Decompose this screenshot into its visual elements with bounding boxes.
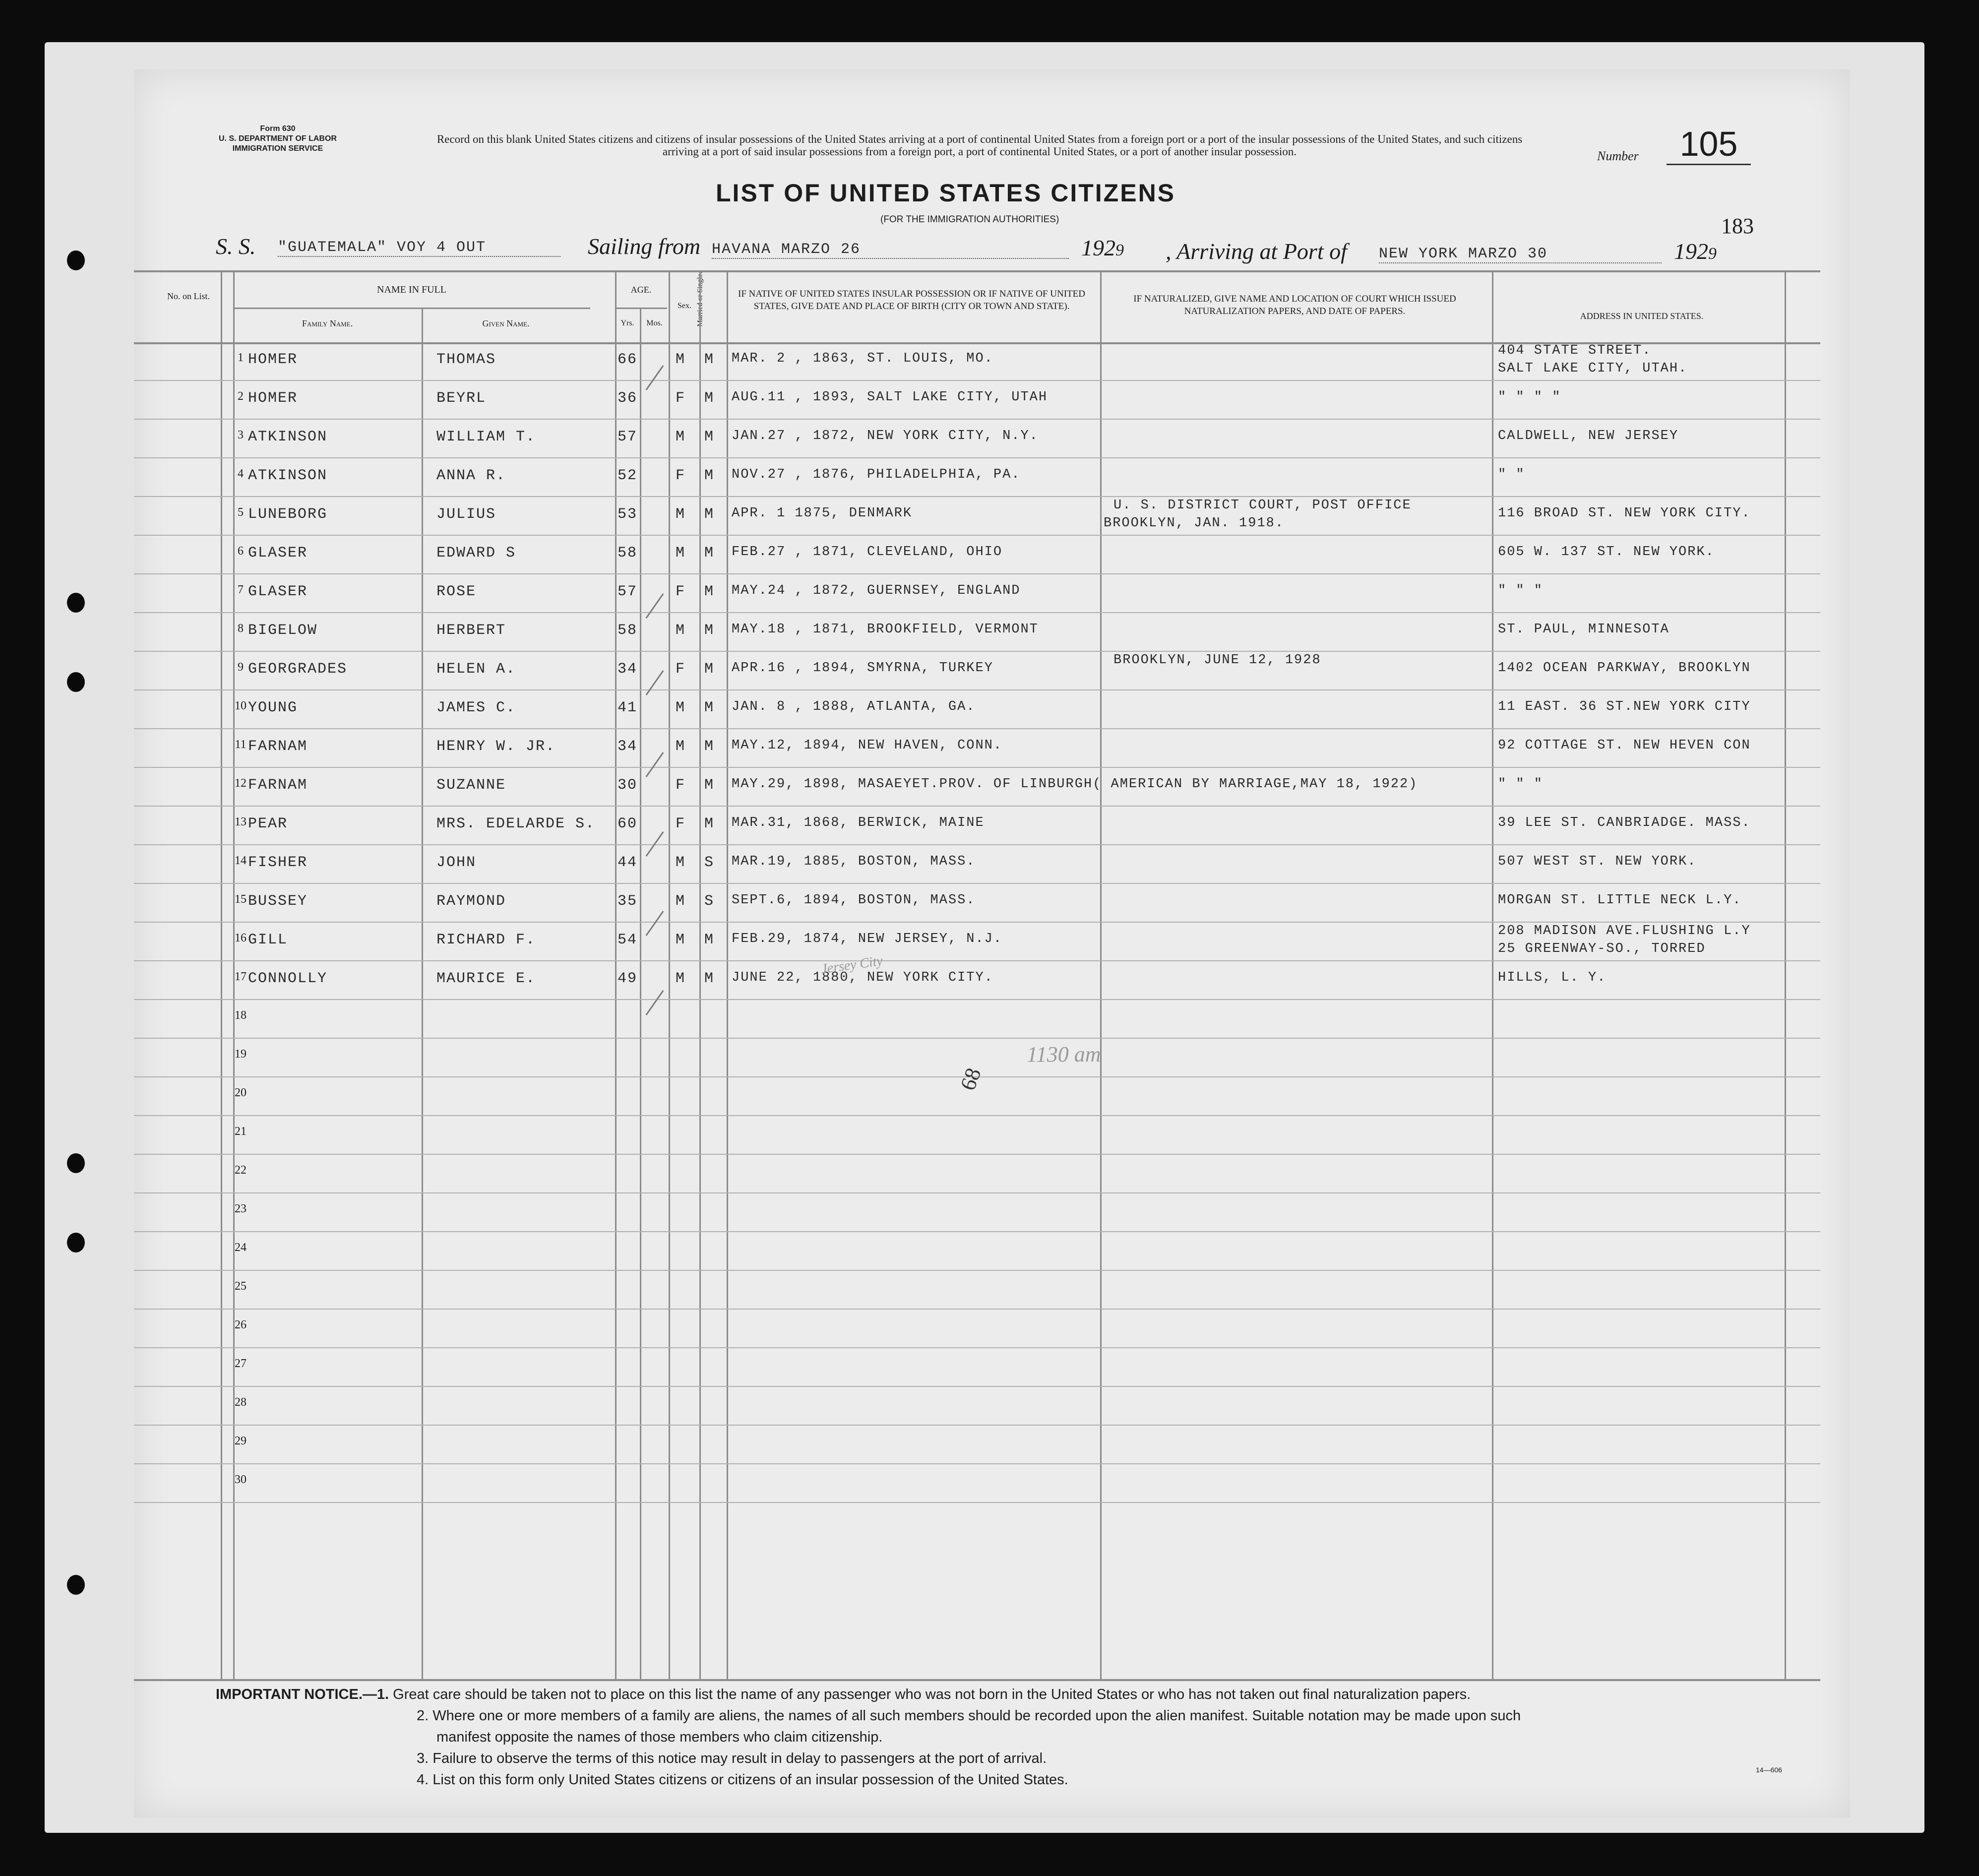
row-number: 6 [238,545,244,558]
given-name: JULIUS [436,506,496,523]
given-name: BEYRL [436,390,487,407]
table-row [134,729,1751,768]
row-number: 7 [238,583,244,596]
marital-status: M [704,622,715,639]
family-name: GEORGRADES [248,661,348,678]
table-row [134,420,1721,458]
ss-label: S. S. [216,234,256,259]
row-number: 27 [235,1357,247,1370]
table-row [134,1155,1721,1193]
address: MORGAN ST. LITTLE NECK L.Y. [1498,893,1742,908]
table-row [134,381,1721,420]
marital-status: M [704,738,715,755]
age-years: 54 [618,932,638,948]
row-number: 30 [235,1473,247,1486]
col-yrs: Yrs. [620,319,634,327]
marital-status: S [704,854,715,871]
address: " " [1498,467,1525,482]
important-notice [216,1684,1803,1791]
col-address: ADDRESS IN UNITED STATES. [1580,311,1704,321]
marital-status: M [704,777,715,794]
sex: M [676,429,686,445]
given-name: HERBERT [436,622,506,639]
row-number: 26 [235,1318,247,1331]
table-row [134,961,1721,1000]
table-bottom-rule [134,1679,1820,1681]
sex: M [676,738,686,755]
family-name: ATKINSON [248,429,328,445]
family-name: HOMER [248,390,298,407]
table-row [134,1039,1721,1077]
number-label: Number [1597,149,1639,163]
table-row [134,1271,1721,1310]
col-name-in-full: NAME IN FULL [377,284,446,295]
table-row [134,768,1721,807]
table-row [134,1348,1721,1387]
year-prefix: 192 [1081,235,1115,260]
table-row [134,807,1751,845]
given-name: EDWARD S [436,545,516,562]
handwritten-jersey-city: Jersey City [820,953,884,977]
birth-date-place: MAR.31, 1868, BERWICK, MAINE [732,815,985,830]
table-row [134,1387,1721,1426]
table-row [134,1116,1721,1155]
address: 39 LEE ST. CANBRIADGE. MASS. [1498,815,1751,830]
year-label [1081,235,1124,261]
naturalization: U. S. DISTRICT COURT, POST OFFICE [1113,498,1412,513]
row-number: 17 [235,970,247,983]
birth-date-place: MAY.12, 1894, NEW HAVEN, CONN. [732,738,1003,753]
row-number: 20 [235,1086,247,1099]
year-suffix: 9 [1115,241,1124,259]
birth-date-place: APR. 1 1875, DENMARK [732,506,913,521]
form-number: Form 630 [260,125,296,133]
birth-date-place: SEPT.6, 1894, BOSTON, MASS. [732,893,976,908]
row-number: 12 [235,777,247,790]
table-row [134,884,1742,923]
row-number: 19 [235,1048,247,1061]
table-top-rule [134,270,1820,272]
address-line-2: SALT LAKE CITY, UTAH. [1498,361,1688,376]
birth-date-place: JAN. 8 , 1888, ATLANTA, GA. [732,699,976,714]
stamp-number: 68 [955,1064,986,1094]
notice-item-2a: 2. Where one or more members of a family are aliens, the names of all such members should be recorded upon the alien manifest. Suitable notation may be made upon such [417,1708,1521,1724]
sex: M [676,932,686,948]
col-mos: Mos. [646,319,663,327]
address-line-2: 25 GREENWAY-SO., TORRED [1498,941,1706,956]
row-number: 23 [235,1202,247,1215]
col-no: No. on List. [167,291,210,301]
address: 605 W. 137 ST. NEW YORK. [1498,545,1715,560]
row-number: 15 [235,893,247,906]
punch-hole [67,593,85,613]
sex: M [676,854,686,871]
given-name: SUZANNE [436,777,506,794]
given-name: HENRY W. JR. [436,738,556,755]
address: " " " [1498,777,1544,792]
row-number: 3 [238,429,244,441]
punch-hole [67,1233,85,1252]
birth-date-place: AUG.11 , 1893, SALT LAKE CITY, UTAH [732,390,1048,405]
table-row [134,1232,1721,1271]
marital-status: M [704,351,715,368]
row-number: 28 [235,1396,247,1409]
sex: M [676,970,686,987]
table-row [134,1426,1721,1464]
table-row [134,845,1721,884]
departure-port: HAVANA MARZO 26 [712,241,1069,259]
row-number: 2 [238,390,244,403]
sex: F [676,661,686,678]
ship-name: "GUATEMALA" VOY 4 OUT [278,239,560,257]
row-number: 21 [235,1125,247,1138]
page-subtitle: (FOR THE IMMIGRATION AUTHORITIES) [880,214,1059,225]
naturalization: BROOKLYN, JUNE 12, 1928 [1113,653,1321,668]
marital-status: M [704,429,715,445]
table-row [134,613,1721,652]
family-name: HOMER [248,351,298,368]
page-number: 183 [1721,214,1754,238]
birth-date-place: NOV.27 , 1876, PHILADELPHIA, PA. [732,467,1021,482]
family-name: FISHER [248,854,308,871]
age-years: 49 [618,970,638,987]
address: 11 EAST. 36 ST.NEW YORK CITY [1498,699,1751,714]
age-years: 66 [618,351,638,368]
address: 404 STATE STREET. [1498,343,1652,358]
sex: M [676,545,686,562]
col-birth: IF NATIVE OF UNITED STATES INSULAR POSSESSION OR IF NATIVE OF UNITED STATES, GIVE DATE AND PLACE OF BIRTH (CITY OR TOWN AND STATE). [738,289,1085,312]
list-number: 105 [1667,124,1751,165]
col-naturalized: IF NATURALIZED, GIVE NAME AND LOCATION OF COURT WHICH ISSUED NATURALIZATION PAPERS, AND DATE OF PAPERS. [1133,294,1456,316]
age-years: 34 [618,738,638,755]
table-row [134,690,1751,729]
address: CALDWELL, NEW JERSEY [1498,429,1679,443]
age-years: 41 [618,699,638,716]
table-row [134,1193,1721,1232]
department: U. S. DEPARTMENT OF LABOR [219,134,337,143]
family-name: ATKINSON [248,467,328,484]
birth-date-place: JUNE 22, 1880, NEW YORK CITY. [732,970,993,985]
given-name: HELEN A. [436,661,516,678]
col-family: Family Name. [302,318,353,328]
page-title: LIST OF UNITED STATES CITIZENS [716,179,1176,207]
notice-item-1: Great care should be taken not to place on this list the name of any passenger who was not born in the United States or who has not taken out final naturalization papers. [393,1687,1471,1702]
row-number: 8 [238,622,244,635]
age-years: 36 [618,390,638,407]
birth-date-place: JAN.27 , 1872, NEW YORK CITY, N.Y. [732,429,1039,443]
row-number: 14 [235,854,247,867]
family-name: YOUNG [248,699,298,716]
marital-status: M [704,970,715,987]
age-years: 57 [618,429,638,445]
notice-item-2b: manifest opposite the names of those members who claim citizenship. [436,1729,883,1745]
manifest-page [134,69,1850,1818]
table-row [134,1310,1721,1348]
row-rule [134,1502,1820,1503]
birth-date-place: FEB.27 , 1871, CLEVELAND, OHIO [732,545,1003,560]
year-prefix: 192 [1674,239,1708,264]
given-name: JOHN [436,854,477,871]
table-row [134,652,1751,690]
age-years: 35 [618,893,638,910]
arriving-label: , Arriving at Port of [1166,239,1347,264]
address: 507 WEST ST. NEW YORK. [1498,854,1697,869]
birth-date-place: MAY.29, 1898, MASAEYET.PROV. OF LINBURGH( AMERICAN BY MARRIAGE,MAY 18, 1922) [732,777,1418,792]
row-number: 22 [235,1164,247,1177]
given-name: MRS. EDELARDE S. [436,815,596,832]
address: 208 MADISON AVE.FLUSHING L.Y [1498,924,1751,938]
notice-item-3: 3. Failure to observe the terms of this notice may result in delay to passengers at the port of arrival. [417,1751,1047,1766]
given-name: THOMAS [436,351,496,368]
given-name: MAURICE E. [436,970,536,987]
family-name: GLASER [248,583,308,600]
given-name: ANNA R. [436,467,506,484]
row-number: 29 [235,1435,247,1447]
row-number: 10 [235,699,247,712]
name-subhead-rule [233,308,590,309]
age-years: 58 [618,545,638,562]
family-name: FARNAM [248,777,308,794]
age-years: 52 [618,467,638,484]
age-years: 57 [618,583,638,600]
printer-code: 14—606 [1756,1766,1782,1774]
row-number: 18 [235,1009,247,1022]
sex: F [676,777,686,794]
table-row [134,497,1751,536]
notice-item-4: 4. List on this form only United States citizens or citizens of an insular possession of the United States. [417,1772,1068,1788]
address: " " " " [1498,390,1561,405]
record-instructions: Record on this blank United States citizens and citizens of insular possessions of the United States arriving at a port of continental United States from a foreign port or a port of the insular possessions of the United States, and such citizens arriving at a port of said insular possessions from a foreign port, a port of continental United States, or a port of another insular possession. [436,133,1523,158]
table-row [134,574,1721,613]
table-row [134,536,1721,574]
family-name: GILL [248,932,288,948]
sex: F [676,390,686,407]
marital-status: M [704,467,715,484]
marital-status: M [704,506,715,523]
age-years: 30 [618,777,638,794]
age-years: 53 [618,506,638,523]
table-row [134,1000,1721,1039]
marital-status: M [704,661,715,678]
sex: M [676,351,686,368]
family-name: PEAR [248,815,288,832]
row-number: 16 [235,932,247,944]
family-name: BIGELOW [248,622,318,639]
given-name: RICHARD F. [436,932,536,948]
family-name: FARNAM [248,738,308,755]
notice-heading: IMPORTANT NOTICE.—1. [216,1687,389,1702]
year-suffix: 9 [1708,245,1717,263]
row-number: 11 [235,738,247,751]
service: IMMIGRATION SERVICE [232,144,323,153]
punch-hole [67,1153,85,1173]
col-married-single: Married or Single. [696,272,704,327]
family-name: CONNOLLY [248,970,328,987]
passenger-table [134,342,1820,1682]
address: " " " [1498,583,1544,598]
age-years: 44 [618,854,638,871]
age-years: 58 [618,622,638,639]
sex: F [676,467,686,484]
marital-status: M [704,390,715,407]
address: 92 COTTAGE ST. NEW HEVEN CON [1498,738,1751,753]
given-name: WILLIAM T. [436,429,536,445]
birth-date-place: APR.16 , 1894, SMYRNA, TURKEY [732,661,993,676]
family-name: GLASER [248,545,308,562]
marital-status: M [704,932,715,948]
birth-date-place: MAY.24 , 1872, GUERNSEY, ENGLAND [732,583,1021,598]
marital-status: M [704,699,715,716]
table-row [134,342,1721,381]
table-row [134,1077,1721,1116]
sex: F [676,583,686,600]
given-name: JAMES C. [436,699,516,716]
sex: M [676,699,686,716]
row-number: 25 [235,1280,247,1293]
row-number: 24 [235,1241,247,1254]
col-age: AGE. [630,285,652,295]
address: 1402 OCEAN PARKWAY, BROOKLYN [1498,661,1751,676]
row-number: 13 [235,815,247,828]
marital-status: M [704,583,715,600]
punch-hole [67,250,85,270]
marital-status: M [704,815,715,832]
table-row [134,923,1751,961]
birth-date-place: MAY.18 , 1871, BROOKFIELD, VERMONT [732,622,1039,637]
punch-hole [67,1575,85,1595]
birth-date-place: FEB.29, 1874, NEW JERSEY, N.J. [732,932,1003,946]
address: 116 BROAD ST. NEW YORK CITY. [1498,506,1751,521]
naturalization-line-2: BROOKLYN, JAN. 1918. [1104,516,1285,531]
birth-date-place: MAR.19, 1885, BOSTON, MASS. [732,854,976,869]
row-number: 5 [238,506,244,519]
year-label-2 [1674,238,1717,264]
age-years: 60 [618,815,638,832]
col-sex: Sex. [678,302,691,310]
punch-hole [67,672,85,692]
handwritten-time-note: 1130 am [1027,1042,1101,1066]
given-name: ROSE [436,583,477,600]
given-name: RAYMOND [436,893,506,910]
sex: M [676,893,686,910]
row-number: 1 [238,351,244,364]
address: HILLS, L. Y. [1498,970,1607,985]
form-issuer [211,124,345,154]
sailing-label: Sailing from [588,234,701,259]
col-given: Given Name. [482,318,530,328]
arrival-port: NEW YORK MARZO 30 [1379,246,1662,263]
birth-date-place: MAR. 2 , 1863, ST. LOUIS, MO. [732,351,993,366]
marital-status: S [704,893,715,910]
marital-status: M [704,545,715,562]
family-name: BUSSEY [248,893,308,910]
address: ST. PAUL, MINNESOTA [1498,622,1670,637]
family-name: LUNEBORG [248,506,328,523]
table-row [134,1464,1721,1503]
table-row [134,458,1721,497]
sex: M [676,506,686,523]
age-years: 34 [618,661,638,678]
notice-line-1 [216,1684,1803,1705]
row-number: 9 [238,661,244,674]
sex: F [676,815,686,832]
row-number: 4 [238,467,244,480]
sex: M [676,622,686,639]
